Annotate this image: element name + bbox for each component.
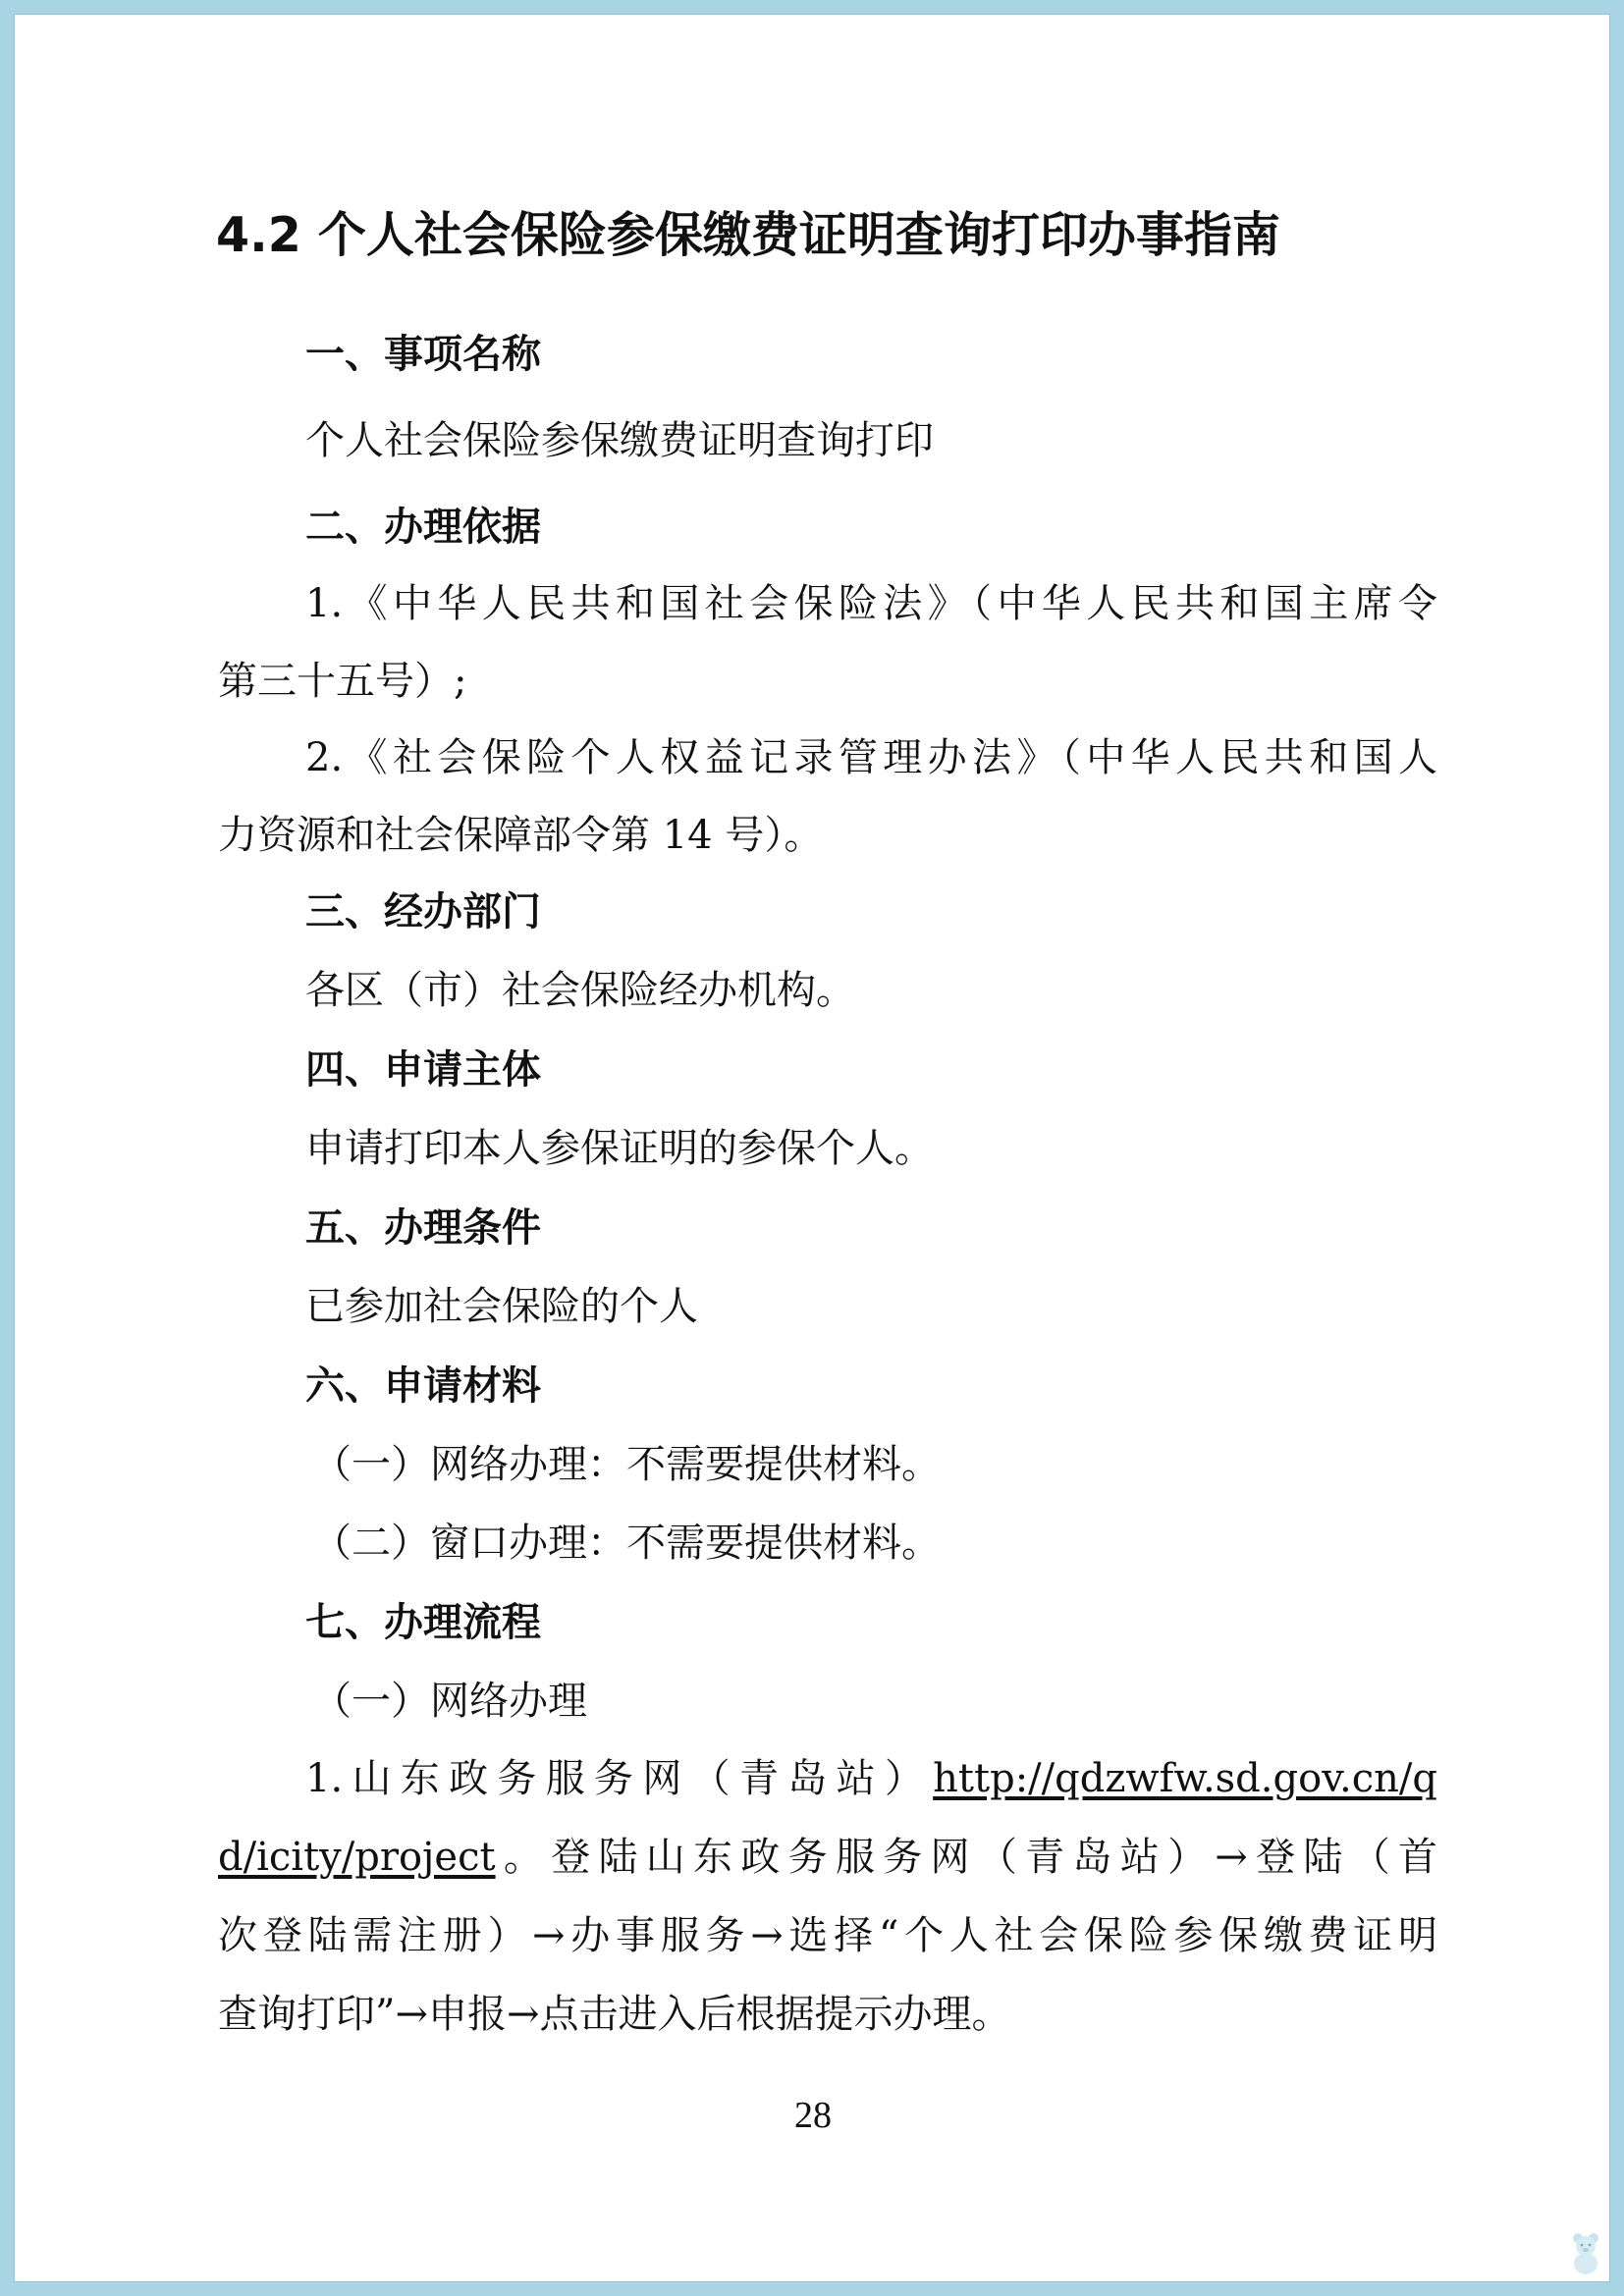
process-step-1-line-1: [305, 1755, 1437, 1802]
process-step-1-line-4: 查询打印”→申报→点击进入后根据提示办理。: [218, 1992, 1011, 2037]
process-step-1-line-2: [218, 1834, 1437, 1881]
section-heading-conditions: 五、办理条件: [305, 1205, 541, 1251]
department-text: 各区（市）社会保险经办机构。: [305, 968, 855, 1013]
service-site-link-part-1[interactable]: http://qdzwfw.sd.gov.cn/q: [933, 1756, 1437, 1801]
bear-watermark-icon: [1568, 2230, 1603, 2275]
process-step-1-prefix: 1.山东政务服务网（青岛站）: [305, 1756, 934, 1801]
process-step-1-line-3: 次登陆需注册）→办事服务→选择“个人社会保险参保缴费证明: [218, 1913, 1437, 1958]
document-page: [14, 14, 1610, 2282]
service-site-link-part-2[interactable]: d/icity/project: [218, 1835, 496, 1880]
conditions-text: 已参加社会保险的个人: [305, 1284, 698, 1329]
legal-basis-item-2-line-2: 力资源和社会保障部令第 14 号）。: [218, 813, 824, 858]
legal-basis-item-1-line-1: 1.《中华人民共和国社会保险法》（中华人民共和国主席令: [305, 581, 1437, 626]
materials-online: （一）网络办理：不需要提供材料。: [312, 1442, 941, 1487]
item-name-text: 个人社会保险参保缴费证明查询打印: [305, 418, 934, 463]
section-heading-legal-basis: 二、办理依据: [305, 505, 541, 550]
section-heading-item-name: 一、事项名称: [305, 332, 541, 377]
materials-counter: （二）窗口办理：不需要提供材料。: [312, 1521, 941, 1566]
section-heading-materials: 六、申请材料: [305, 1363, 541, 1409]
page-number: 28: [794, 2095, 832, 2136]
legal-basis-item-2-line-1: 2.《社会保险个人权益记录管理办法》（中华人民共和国人: [305, 735, 1437, 780]
section-heading-process: 七、办理流程: [305, 1600, 541, 1645]
document-title: 4.2 个人社会保险参保缴费证明查询打印办事指南: [216, 207, 1280, 263]
legal-basis-item-1-line-2: 第三十五号）;: [218, 659, 467, 704]
section-heading-applicant: 四、申请主体: [305, 1047, 541, 1093]
section-heading-department: 三、经办部门: [305, 889, 541, 934]
process-online-subheading: （一）网络办理: [312, 1679, 587, 1724]
process-step-1-line-2-text: 。登陆山东政务服务网（青岛站）→登陆（首: [495, 1835, 1437, 1880]
applicant-text: 申请打印本人参保证明的参保个人。: [305, 1126, 934, 1171]
